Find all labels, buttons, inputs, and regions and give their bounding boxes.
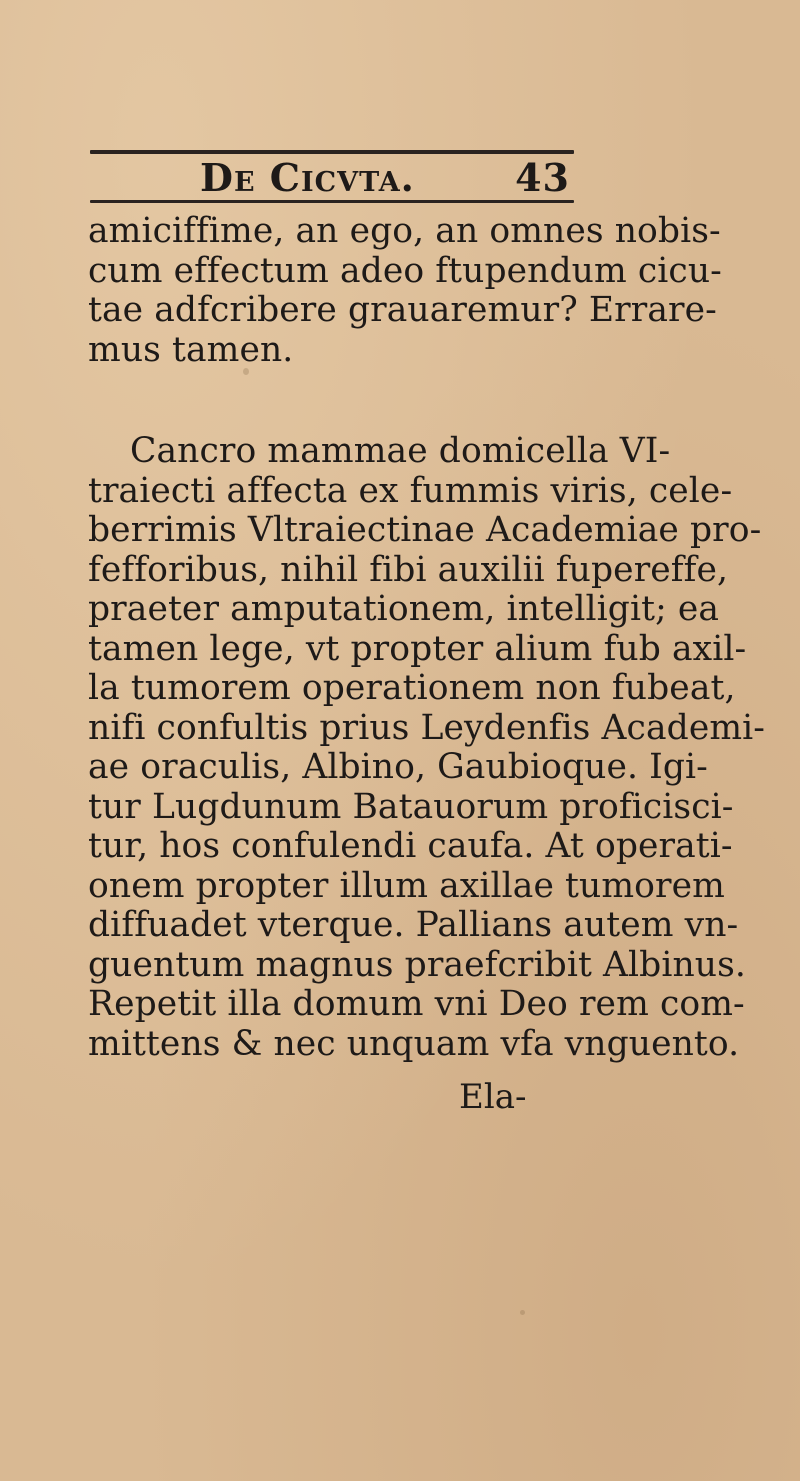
paragraph-gap — [88, 370, 582, 432]
text-line: cum effectum adeo ftupendum cicu- — [88, 250, 722, 291]
text-line: guentum magnus praefcribit Albinus. — [88, 944, 746, 985]
running-title: De Cicvta. — [200, 155, 415, 200]
text-line: Repetit illa domum vni Deo rem com- — [88, 984, 745, 1024]
text-line: praeter amputationem, intelligit; ea — [88, 589, 720, 629]
text-line: nifi confultis prius Leydenfis Academi- — [88, 707, 766, 748]
text-line: Cancro mammae domicella VI- — [130, 431, 671, 471]
catchword: Ela- — [459, 1077, 527, 1117]
text-line: ae oraculis, Albino, Gaubioque. Igi- — [88, 747, 708, 787]
text-line: diffuadet vterque. Pallians autem vn- — [88, 905, 739, 945]
text-line: tamen lege, vt propter alium fub axil- — [88, 628, 747, 669]
text-line: berrimis Vltraiectinae Academiae pro- — [88, 510, 762, 550]
page-number: 43 — [515, 155, 570, 200]
text-line: la tumorem operationem non fubeat, — [88, 668, 736, 708]
running-header — [200, 155, 570, 200]
text-line: tae adfcribere grauaremur? Errare- — [88, 290, 717, 330]
body-text — [88, 211, 766, 1064]
text-line: fefforibus, nihil fibi auxilii fupereffe, — [88, 549, 729, 590]
text-line: traiecti affecta ex fummis viris, cele- — [88, 470, 733, 511]
text-line: tur, hos confulendi caufa. At operati- — [88, 826, 733, 866]
header-rule-top — [90, 150, 574, 154]
text-line: mus tamen. — [88, 329, 294, 370]
text-line: amiciffime, an ego, an omnes nobis- — [88, 211, 721, 251]
paper-stain — [520, 1310, 525, 1315]
text-line: onem propter illum axillae tumorem — [88, 865, 725, 906]
text-line: mittens & nec unquam vfa vnguento. — [88, 1023, 740, 1064]
header-rule-bottom — [90, 200, 574, 203]
text-line: tur Lugdunum Batauorum proficisci- — [88, 786, 734, 827]
